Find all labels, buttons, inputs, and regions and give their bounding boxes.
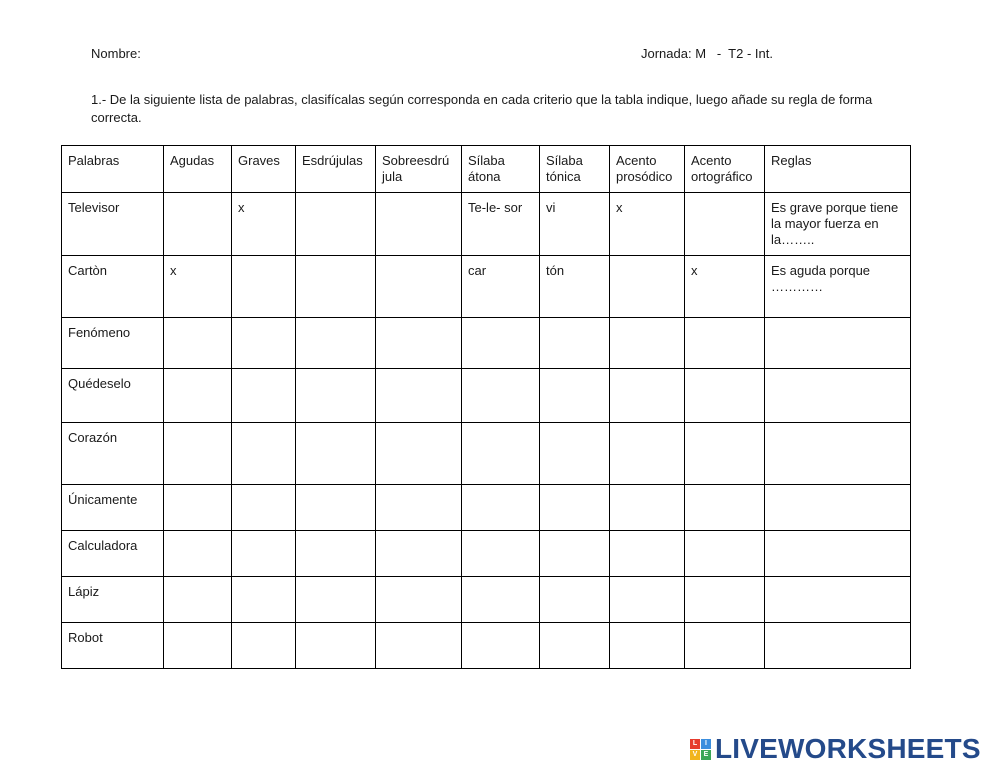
answer-cell[interactable] [685,369,765,423]
word-cell: Cartòn [62,256,164,318]
word-cell: Quédeselo [62,369,164,423]
answer-cell[interactable] [296,423,376,485]
answer-cell[interactable]: Es grave porque tiene la mayor fuerza en la…….. [765,193,911,256]
answer-cell[interactable] [232,423,296,485]
classification-table [61,145,911,669]
answer-cell[interactable] [685,318,765,369]
logo-letter: E [701,750,711,760]
answer-cell[interactable] [232,256,296,318]
word-cell: Corazón [62,423,164,485]
word-cell: Fenómeno [62,318,164,369]
logo-letter: L [690,739,700,749]
answer-cell[interactable] [765,531,911,577]
answer-cell[interactable] [296,256,376,318]
answer-cell[interactable] [765,318,911,369]
answer-cell[interactable] [462,623,540,669]
answer-cell[interactable] [164,423,232,485]
answer-cell[interactable] [296,318,376,369]
column-header: Graves [232,146,296,193]
logo-letter: V [690,750,700,760]
answer-cell[interactable]: Te-le- sor [462,193,540,256]
answer-cell[interactable] [232,485,296,531]
answer-cell[interactable]: x [164,256,232,318]
answer-cell[interactable]: x [685,256,765,318]
answer-cell[interactable] [164,577,232,623]
answer-cell[interactable] [610,531,685,577]
answer-cell[interactable] [765,369,911,423]
table-row [62,318,911,369]
table-row [62,577,911,623]
answer-cell[interactable] [462,369,540,423]
answer-cell[interactable] [296,485,376,531]
answer-cell[interactable] [610,256,685,318]
column-header: Sílaba átona [462,146,540,193]
answer-cell[interactable] [376,577,462,623]
answer-cell[interactable] [462,531,540,577]
word-cell: Televisor [62,193,164,256]
answer-cell[interactable] [376,531,462,577]
column-header: Reglas [765,146,911,193]
brand-text: LIVEWORKSHEETS [715,733,981,764]
answer-cell[interactable]: Es aguda porque ………… [765,256,911,318]
answer-cell[interactable] [296,531,376,577]
answer-cell[interactable] [610,423,685,485]
answer-cell[interactable] [376,423,462,485]
answer-cell[interactable] [232,531,296,577]
answer-cell[interactable] [610,577,685,623]
answer-cell[interactable] [376,193,462,256]
liveworksheets-logo-icon [690,739,711,760]
answer-cell[interactable] [540,369,610,423]
table-row [62,369,911,423]
answer-cell[interactable] [462,577,540,623]
answer-cell[interactable] [462,485,540,531]
answer-cell[interactable] [232,623,296,669]
column-header: Acento ortográfico [685,146,765,193]
answer-cell[interactable] [232,577,296,623]
answer-cell[interactable] [540,623,610,669]
answer-cell[interactable] [765,623,911,669]
answer-cell[interactable] [164,318,232,369]
table-row [62,531,911,577]
liveworksheets-brand [690,733,981,765]
answer-cell[interactable] [765,423,911,485]
answer-cell[interactable]: car [462,256,540,318]
answer-cell[interactable] [296,623,376,669]
word-cell: Calculadora [62,531,164,577]
table-row [62,485,911,531]
answer-cell[interactable] [685,423,765,485]
answer-cell[interactable] [610,485,685,531]
answer-cell[interactable] [765,577,911,623]
column-header: Agudas [164,146,232,193]
answer-cell[interactable] [296,577,376,623]
answer-cell[interactable] [610,623,685,669]
column-header: Palabras [62,146,164,193]
answer-cell[interactable] [164,623,232,669]
column-header: Sobreesdrú jula [376,146,462,193]
table-row [62,423,911,485]
answer-cell[interactable]: vi [540,193,610,256]
answer-cell[interactable]: x [232,193,296,256]
answer-cell[interactable] [765,485,911,531]
name-label: Nombre: [91,46,141,61]
header-row [62,146,911,193]
answer-cell[interactable] [376,256,462,318]
answer-cell[interactable] [296,369,376,423]
column-header: Esdrújulas [296,146,376,193]
word-cell: Robot [62,623,164,669]
answer-cell[interactable] [164,193,232,256]
answer-cell[interactable] [540,531,610,577]
word-cell: Lápiz [62,577,164,623]
answer-cell[interactable] [685,531,765,577]
instructions-text: 1.- De la siguiente lista de palabras, clasifícalas según corresponda en cada criterio que la tabla indique, luego añade su regla de forma correcta. [91,92,873,125]
answer-cell[interactable]: tón [540,256,610,318]
answer-cell[interactable] [462,318,540,369]
answer-cell[interactable] [376,369,462,423]
answer-cell[interactable] [540,318,610,369]
answer-cell[interactable] [685,623,765,669]
jornada-label: Jornada: M - T2 - Int. [641,46,773,61]
answer-cell[interactable] [376,485,462,531]
table-row [62,256,911,318]
answer-cell[interactable] [164,369,232,423]
table-row [62,193,911,256]
answer-cell[interactable] [376,318,462,369]
answer-cell[interactable] [232,318,296,369]
answer-cell[interactable] [540,423,610,485]
answer-cell[interactable]: x [610,193,685,256]
column-header: Acento prosódico [610,146,685,193]
answer-cell[interactable] [685,193,765,256]
answer-cell[interactable] [232,369,296,423]
answer-cell[interactable] [685,577,765,623]
answer-cell[interactable] [164,531,232,577]
table-row [62,623,911,669]
answer-cell[interactable] [296,193,376,256]
answer-cell[interactable] [540,577,610,623]
table-body [62,146,911,669]
answer-cell[interactable] [610,369,685,423]
answer-cell[interactable] [685,485,765,531]
answer-cell[interactable] [462,423,540,485]
answer-cell[interactable] [610,318,685,369]
answer-cell[interactable] [540,485,610,531]
logo-letter: I [701,739,711,749]
answer-cell[interactable] [376,623,462,669]
word-cell: Únicamente [62,485,164,531]
column-header: Sílaba tónica [540,146,610,193]
answer-cell[interactable] [164,485,232,531]
